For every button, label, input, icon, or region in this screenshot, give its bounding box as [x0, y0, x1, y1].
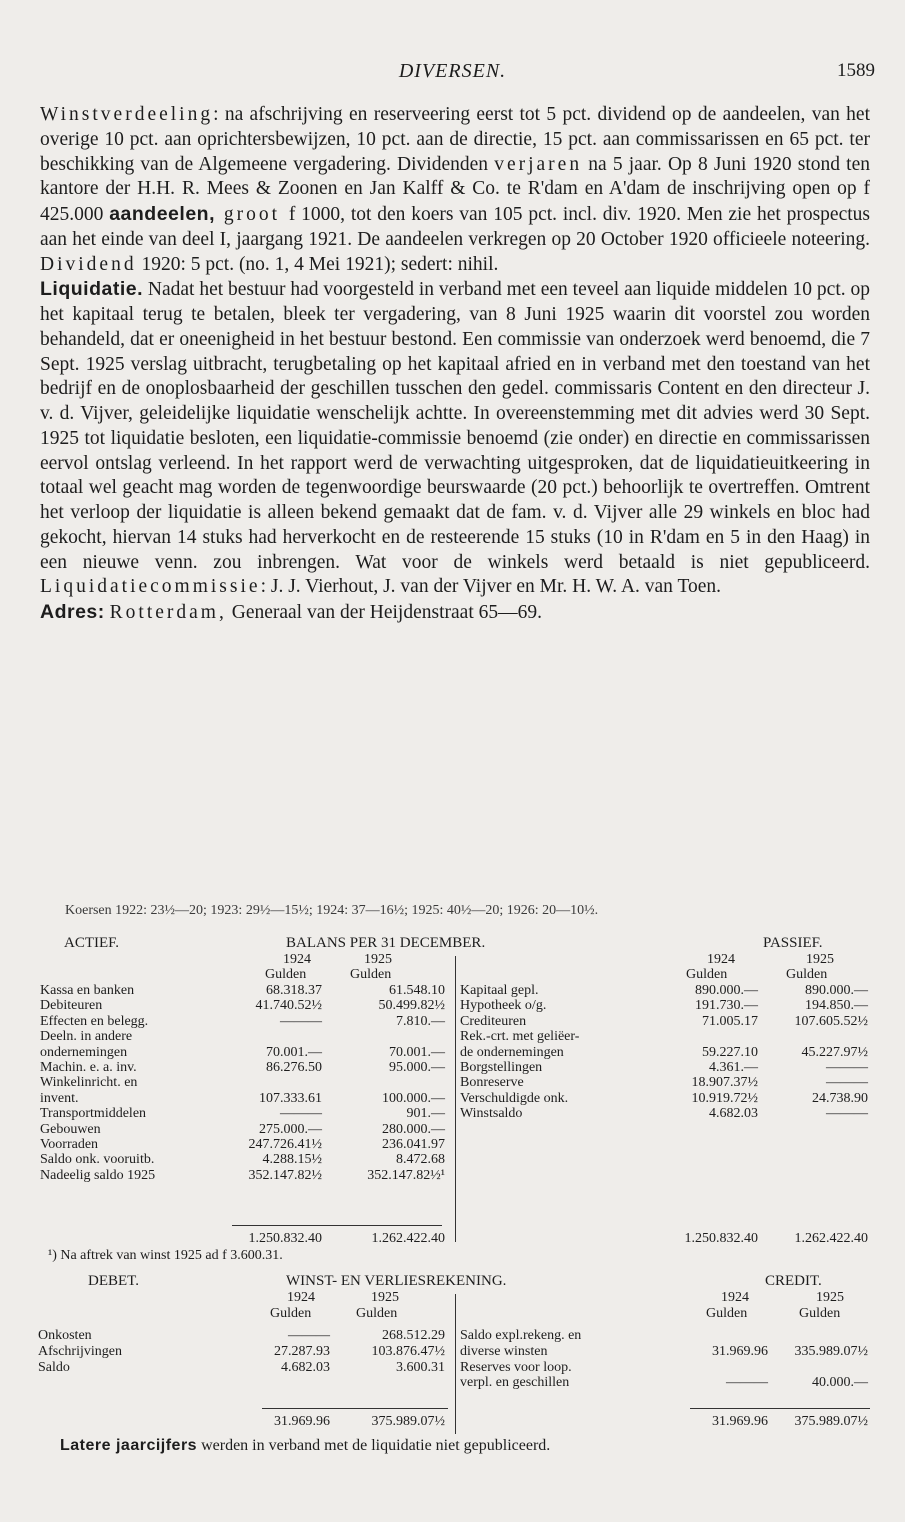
winst-total-left-1924: 31.969.96	[274, 1414, 330, 1429]
credit-1925: 335.989.07½	[794, 1343, 868, 1359]
passief-label: de ondernemingen	[460, 1044, 564, 1060]
balans-year-1924-left: 1924	[283, 952, 311, 967]
actief-1925: 236.041.97	[382, 1137, 445, 1152]
balans-divider	[455, 956, 456, 1242]
passief-label: Verschuldigde onk.	[460, 1090, 569, 1106]
passief-1925: ———	[826, 1060, 868, 1075]
passief-1925: 194.850.—	[805, 998, 868, 1014]
paragraph-liquidatie	[40, 277, 870, 600]
actief-1925: 50.499.82½	[378, 998, 445, 1014]
debet-1925: 3.600.31	[396, 1359, 445, 1375]
debet-label: Onkosten	[38, 1328, 92, 1343]
winst-unit-1924-right: Gulden	[706, 1306, 748, 1321]
passief-1924: 4.361.—	[709, 1060, 758, 1075]
label-groot: groot	[215, 204, 289, 225]
passief-1924: 59.227.10	[702, 1044, 758, 1060]
balans-year-1924-right: 1924	[707, 952, 735, 967]
winst-year-1924-right: 1924	[721, 1290, 749, 1305]
actief-1924: 247.726.41½	[248, 1137, 322, 1152]
passief-1924: 71.005.17	[702, 1013, 758, 1029]
paragraph-main	[40, 103, 870, 277]
actief-1924: 275.000.—	[259, 1121, 322, 1137]
label-liquidatiecommissie: Liquidatiecommissie	[40, 576, 261, 598]
actief-1925: 70.001.—	[389, 1044, 445, 1060]
label-liquidatie: Liquidatie.	[40, 278, 143, 301]
passief-1925: 107.605.52½	[794, 1013, 868, 1029]
actief-1924: 86.276.50	[266, 1060, 322, 1075]
passief-1924: 191.730.—	[695, 998, 758, 1014]
winst-year-1924-left: 1924	[287, 1290, 315, 1305]
page-header	[0, 60, 905, 90]
label-verjaren: verjaren	[494, 153, 583, 175]
actief-label: Debiteuren	[40, 998, 103, 1014]
balans-unit-1925-right: Gulden	[786, 967, 828, 982]
text-liquidatie: Nadat het bestuur had voorgesteld in verband met een teveel aan liquide middelen 10 pct. op het kapitaal terug te betalen, bleek ter vergadering, van 8 Juni 1925 waarin dit voorstel zou worden behandeld, dat er oneenigheid in het bestuur bestond. Een commissie van onderzoek werd benoemd, die 7 Sept. 1925 verslag uitbracht, terugbetaling op het kapitaal afried en in verband met den toestand van het bedrijf en de onoplosbaarheid der geschillen tusschen den gedel. commissaris Content en den directeur J. v. d. Vijver, geleidelijke liquidatie wenschelijk achtte. In overeenstemming met dit advies werd 30 Sept. 1925 tot liquidatie besloten, een liquidatie-commissie benoemd (zie onder) en directie en commissarissen eervol ontslag verleend. In het rapport werd de verwachting uitgesproken, dat de liquidatieuitkeering in totaal wel geacht mag worden de tegenwoordige beurswaarde (20 pct.) behoorlijk te overtreffen. Omtrent het verloop der liquidatie is alleen bekend gemaakt dat de fam. v. d. Vijver alle 29 winkels en bloc had gekocht, hiervan 14 stuks had herverkocht en de resteerende 15 stuks (10 in R'dam en 5 in den Haag) in een nieuwe venn. zou inbrengen. Wat voor de winkels werd betaald is niet gepubliceerd.	[40, 279, 870, 573]
actief-1924: 70.001.—	[266, 1044, 322, 1060]
winst-right-title: CREDIT.	[765, 1273, 822, 1289]
passief-1925: ———	[826, 1106, 868, 1122]
actief-1925: 7.810.—	[396, 1013, 445, 1029]
debet-label: Saldo	[38, 1359, 70, 1375]
passief-1925: ———	[826, 1075, 868, 1091]
actief-1924: 4.288.15½	[262, 1152, 322, 1168]
passief-1924: 10.919.72½	[691, 1090, 758, 1106]
text-liquidatiecommissie: : J. J. Vierhout, J. van der Vijver en Mr. H. W. A. van Toen.	[260, 576, 722, 598]
passief-label: Borgstellingen	[460, 1060, 543, 1075]
winst-unit-1925-right: Gulden	[799, 1306, 841, 1321]
credit-label: Saldo expl.rekeng. en	[460, 1328, 582, 1343]
winst-center-title: WINST- EN VERLIESREKENING.	[286, 1273, 507, 1289]
winst-year-1925-left: 1925	[371, 1290, 399, 1305]
actief-label: Gebouwen	[40, 1121, 101, 1137]
winst-year-1925-right: 1925	[816, 1290, 844, 1305]
passief-1925: 24.738.90	[812, 1090, 868, 1106]
winst-total-right-1925: 375.989.07½	[794, 1414, 868, 1429]
winst-unit-1925-left: Gulden	[356, 1306, 398, 1321]
credit-label: diverse winsten	[460, 1343, 548, 1359]
credit-1924: ———	[726, 1375, 768, 1391]
actief-1925: 280.000.—	[382, 1121, 445, 1137]
actief-label: Effecten en belegg.	[40, 1013, 149, 1029]
text-verjaren: na 5 jaar. Op 8 Juni 1920 stond ten kantore der H.H. R. Mees & Zoonen en Jan Kalff & Co. te R'dam en A'dam de inschrijving open op f 425.000	[40, 153, 871, 225]
balans-year-1925-left: 1925	[364, 952, 392, 967]
balans-unit-1924-right: Gulden	[686, 967, 728, 982]
balans-total-left-1924: 1.250.832.40	[248, 1231, 322, 1246]
actief-1925: 352.147.82½¹	[367, 1167, 445, 1183]
passief-label: Bonreserve	[460, 1075, 524, 1091]
balans-center-title: BALANS PER 31 DECEMBER.	[286, 935, 486, 951]
balans-total-right-1925: 1.262.422.40	[794, 1231, 868, 1246]
actief-label: Kassa en banken	[40, 983, 135, 998]
company-description	[40, 103, 870, 626]
credit-label: verpl. en geschillen	[460, 1375, 570, 1391]
footer-note	[60, 1437, 550, 1455]
passief-label: Kapitaal gepl.	[460, 983, 539, 998]
footer-label: Latere jaarcijfers	[60, 1437, 198, 1454]
credit-label: Reserves voor loop.	[460, 1359, 572, 1375]
actief-1924: ———	[280, 1106, 322, 1122]
winst-total-right-1924: 31.969.96	[712, 1414, 768, 1429]
text-dividend: 1920: 5 pct. (no. 1, 4 Mei 1921); sedert: nihil.	[136, 253, 499, 275]
balans-total-rule-left	[232, 1225, 442, 1226]
balans-unit-1925-left: Gulden	[350, 967, 392, 982]
footer-text: werden in verband met de liquidatie niet gepubliceerd.	[197, 1437, 551, 1454]
debet-label: Afschrijvingen	[38, 1343, 122, 1359]
label-aandeelen: aandeelen,	[109, 203, 215, 225]
balans-left-title: ACTIEF.	[64, 935, 120, 951]
balans-footnote: ¹) Na aftrek van winst 1925 ad f 3.600.31.	[48, 1248, 283, 1263]
text-winstverdeeling: : na afschrijving en reserveering eerst tot 5 pct. dividend op de aandeelen, van het overige 10 pct. aan oprichtersbewijzen, 10 pct. aan de directie, 15 pct. aan commissarissen en 65 pct. ter beschikking van de Algemeene vergadering. Dividenden	[40, 104, 870, 175]
actief-1925: 100.000.—	[382, 1090, 445, 1106]
credit-1925: 40.000.—	[812, 1375, 868, 1391]
actief-label: Deeln. in andere	[40, 1029, 133, 1045]
credit-1924: 31.969.96	[712, 1343, 768, 1359]
passief-1925: 890.000.—	[805, 983, 868, 998]
passief-label: Rek.-crt. met geliëer-	[460, 1029, 580, 1045]
balans-total-right-1924: 1.250.832.40	[684, 1231, 758, 1246]
actief-1924: 41.740.52½	[255, 998, 322, 1014]
actief-1924: 68.318.37	[266, 983, 322, 998]
actief-label: Machin. e. a. inv.	[40, 1060, 137, 1075]
passief-1925: 45.227.97½	[801, 1044, 868, 1060]
actief-1925: 8.472.68	[396, 1152, 445, 1168]
koersen-line: Koersen 1922: 23½—20; 1923: 29½—15½; 1924: 37—16½; 1925: 40½—20; 1926: 20—10½.	[65, 903, 599, 918]
winst-total-left-1925: 375.989.07½	[371, 1414, 445, 1429]
label-adres: Adres:	[40, 601, 105, 623]
actief-label: Nadeelig saldo 1925	[40, 1167, 156, 1183]
balans-total-left-1925: 1.262.422.40	[371, 1231, 445, 1246]
actief-label: ondernemingen	[40, 1044, 128, 1060]
actief-1924: 352.147.82½	[248, 1167, 322, 1183]
passief-1924: 18.907.37½	[691, 1075, 758, 1091]
balans-unit-1924-left: Gulden	[265, 967, 307, 982]
passief-label: Winstsaldo	[460, 1106, 523, 1122]
actief-label: Voorraden	[40, 1137, 99, 1152]
actief-label: Transportmiddelen	[40, 1106, 147, 1122]
passief-1924: 4.682.03	[709, 1106, 758, 1122]
passief-label: Crediteuren	[460, 1013, 527, 1029]
actief-1924: ———	[280, 1013, 322, 1029]
debet-1925: 268.512.29	[382, 1328, 445, 1343]
actief-label: Winkelinricht. en	[40, 1075, 138, 1091]
passief-label: Hypotheek o/g.	[460, 998, 547, 1014]
winst-total-rule-left	[262, 1408, 448, 1409]
debet-1925: 103.876.47½	[371, 1343, 445, 1359]
winst-unit-1924-left: Gulden	[270, 1306, 312, 1321]
actief-label: invent.	[40, 1090, 79, 1106]
debet-1924: 4.682.03	[281, 1359, 330, 1375]
label-dividend: Dividend	[40, 253, 137, 275]
actief-1925: 95.000.—	[389, 1060, 445, 1075]
label-winstverdeeling: Winstverdeeling	[40, 104, 214, 125]
page-title: DIVERSEN.	[398, 60, 507, 82]
page-number: 1589	[837, 60, 875, 81]
actief-1925: 61.548.10	[389, 983, 445, 998]
adres-street: Generaal van der Heijdenstraat 65—69.	[226, 602, 542, 623]
winst-divider	[455, 1294, 456, 1434]
winst-left-title: DEBET.	[88, 1273, 139, 1289]
passief-1924: 890.000.—	[695, 983, 758, 998]
winst-total-rule-right	[690, 1408, 870, 1409]
debet-1924: ———	[288, 1328, 330, 1343]
balans-right-title: PASSIEF.	[763, 935, 823, 951]
actief-1924: 107.333.61	[259, 1090, 322, 1106]
actief-1925: 901.—	[406, 1106, 445, 1122]
balans-year-1925-right: 1925	[806, 952, 834, 967]
adres-city: Rotterdam,	[109, 602, 227, 623]
actief-label: Saldo onk. vooruitb.	[40, 1152, 155, 1168]
paragraph-adres	[40, 600, 870, 626]
debet-1924: 27.287.93	[274, 1343, 330, 1359]
text-aandeelen: f 1000, tot den koers van 105 pct. incl. div. 1920. Men zie het prospectus aan het einde van deel I, jaargang 1921. De aandeelen verkregen op 20 October 1920 officieele noteering.	[40, 204, 870, 250]
